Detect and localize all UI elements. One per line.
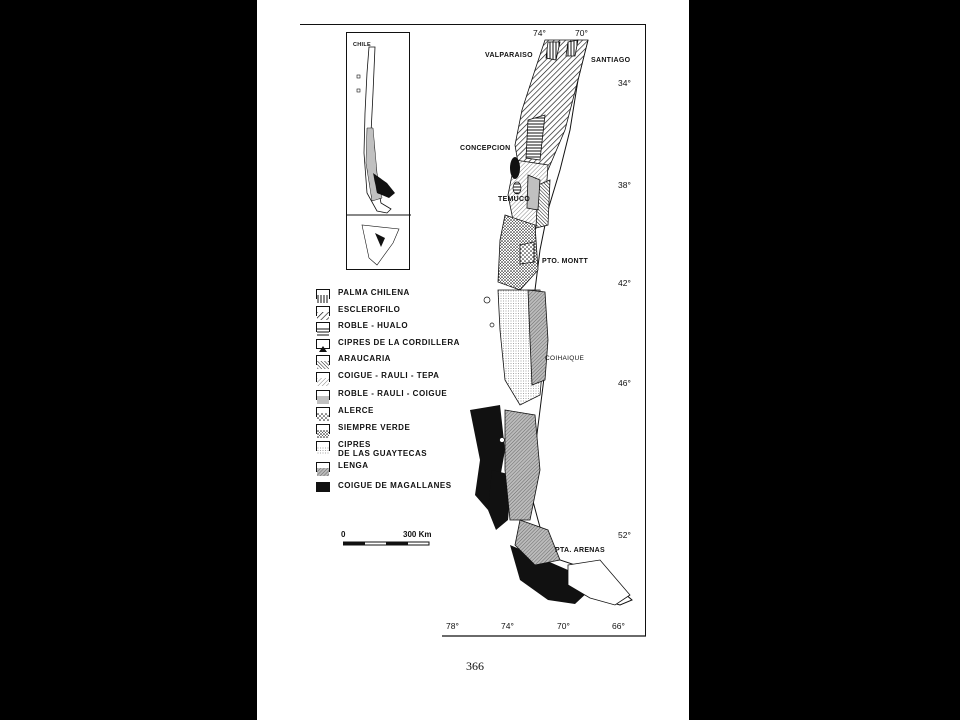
latitude-label: 34° (618, 78, 631, 88)
place-concepcion: CONCEPCION (460, 145, 511, 152)
inset-chile-outline (347, 33, 411, 271)
region-roble-rauli-coigue (527, 175, 540, 210)
legend-swatch (316, 355, 330, 365)
region-alerce (520, 242, 534, 264)
longitude-label: 74° (501, 621, 514, 631)
legend-swatch (316, 424, 330, 434)
place-temuco: TEMUCO (498, 196, 531, 203)
legend-swatch (316, 482, 330, 492)
legend-label: ESCLEROFILO (338, 305, 401, 314)
legend-swatch (316, 306, 330, 316)
legend-label: ARAUCARIA (338, 354, 391, 363)
scale-start-label: 0 (341, 530, 346, 539)
legend-swatch (316, 372, 330, 382)
scale-bar-graphic (343, 540, 443, 556)
island (484, 297, 490, 303)
place-pto-montt: PTO. MONTT (542, 258, 589, 265)
legend-swatch (316, 441, 330, 451)
place-valparaiso: VALPARAISO (485, 52, 533, 59)
scale-end-label: 300 Km (403, 530, 432, 539)
legend-swatch (316, 390, 330, 400)
longitude-label: 70° (557, 621, 570, 631)
legend-swatch (316, 322, 330, 332)
legend-swatch (316, 339, 330, 349)
island (500, 438, 505, 443)
legend-label: CIPRES DE LA CORDILLERA (338, 338, 460, 347)
place-santiago: SANTIAGO (591, 57, 631, 64)
legend-swatch (316, 407, 330, 417)
latitude-label: 38° (618, 180, 631, 190)
legend-label: PALMA CHILENA (338, 288, 410, 297)
latitude-label: 52° (618, 530, 631, 540)
place-coihaique: COIHAIQUE (545, 355, 585, 362)
place-pta-arenas: PTA. ARENAS (555, 547, 605, 554)
legend-swatch (316, 462, 330, 472)
region-lenga (528, 290, 548, 385)
legend-label: ALERCE (338, 406, 374, 415)
legend-label: COIGUE DE MAGALLANES (338, 481, 452, 490)
page-number: 366 (466, 659, 484, 673)
inset-country-label: CHILE (353, 42, 371, 48)
longitude-label: 78° (446, 621, 459, 631)
legend-label: CIPRES DE LAS GUAYTECAS (338, 440, 428, 458)
legend-label: ROBLE - RAULI - COIGUE (338, 389, 448, 398)
latitude-label: 46° (618, 378, 631, 388)
legend-label: SIEMPRE VERDE (338, 423, 411, 432)
region-lenga-south (505, 410, 540, 520)
island (490, 323, 494, 327)
legend-label: LENGA (338, 461, 369, 470)
lake (510, 157, 520, 179)
lake (513, 182, 521, 194)
latitude-label: 42° (618, 278, 631, 288)
longitude-label: 74° (533, 28, 546, 38)
longitude-label: 70° (575, 28, 588, 38)
legend-label: COIGUE - RAULI - TEPA (338, 371, 440, 380)
legend-label: ROBLE - HUALO (338, 321, 409, 330)
longitude-label: 66° (612, 621, 625, 631)
inset-map (346, 32, 410, 270)
legend-swatch (316, 289, 330, 299)
